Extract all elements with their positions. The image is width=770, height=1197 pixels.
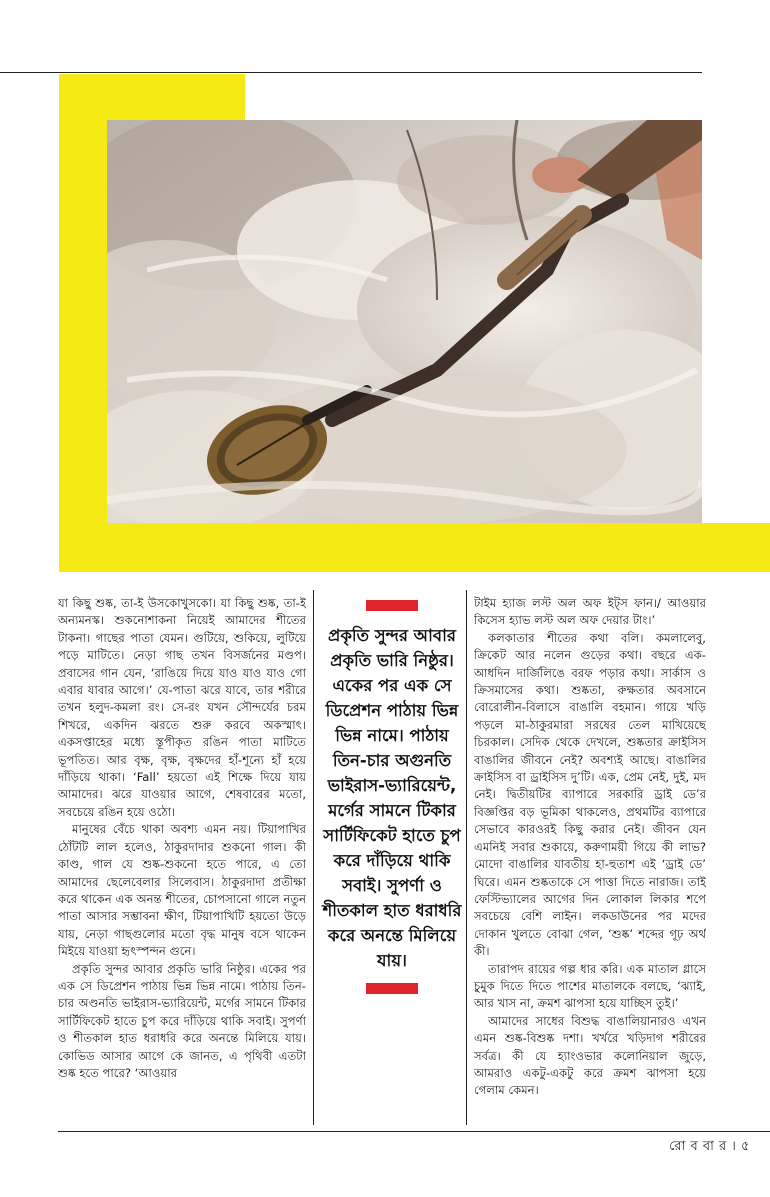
pull-quote-text: প্রকৃতি সুন্দর আবার প্রকৃতি ভারি নিষ্ঠুর। একের পর এক সে ডিপ্রেশন পাঠায় ভিন্ন ভিন্ন নামে। পাঠায় তিন-চার অগুনতি ভাইরাস-ভ্যারিয়েন্ট, মর্গের সামনে টিকার সার্টিফিকেট হাতে চুপ করে দাঁড়িয়ে থাকি সবাই। সুপর্ণা ও শীতকাল হাত ধরাধরি করে অনন্তে মিলিয়ে যায়। xyxy=(322,626,462,970)
yellow-frame-top xyxy=(59,74,245,122)
page-folio: রো ব বা র । ৫ xyxy=(669,1139,750,1154)
article-paragraph: যা কিছু শুষ্ক, তা-ই উসকোখুসকো। যা কিছু শুষ্ক, তা-ই অন্যমনস্ক। শুকনোশাকনা নিয়েই আমাদের শীতের টাকনা। গাছের পাতা যেমন। গুটিয়ে, শুকিয়ে, লুটিয়ে পড়ে মাটিতে। নেড়া গাছ তখন বিসর্জনের মণ্ডপ। প্রবাসের গান যেন, ‘রাঙিয়ে দিয়ে যাও যাও যাও গো এবার যাবার আগে।’ যে-পাতা ঝরে যাবে, তার শরীরে তখন হলুদ-কমলা রং। সে-রং যখন সৌন্দর্যের চরম শিখরে, একদিন ঝরতে শুরু করবে অকস্মাৎ। একসপ্তাহের মধ্যে স্তূপীকৃত রঙিন পাতা মাটিতে ভূপতিত। আর বৃক্ষ, বৃক্ষ, বৃক্ষদের হাঁ-শূন্যে হাঁ হয়ে দাঁড়িয়ে থাকা। ‘Fall’ হয়তো এই শিক্ষে দিয়ে যায় আমাদের। ঝরে যাওয়ার আগে, শেষবারের মতো, সবচেয়ে রঙিন হয়ে ওঠো। xyxy=(58,596,306,819)
pull-quote-bar-top xyxy=(366,600,418,611)
pull-quote-bar-bottom xyxy=(366,983,418,994)
bottom-rule xyxy=(58,1131,770,1132)
yellow-frame-left xyxy=(59,120,107,572)
top-rule xyxy=(0,72,702,73)
article-paragraph: তারাপদ রায়ের গল্প ধার করি। এক মাতাল গ্লাসে চুমুক দিতে দিতে পাশের মাতালকে বলছে, ‘ঝ্যাই, আর খাস না, ক্রমশ ঝাপসা হয়ে যাচ্ছিস তুই।’ xyxy=(474,961,706,1011)
column-divider-left xyxy=(313,590,314,1125)
article-paragraph: আমাদের সাধের বিশুদ্ধ বাঙালিয়ানারও এখন এমন শুষ্ক-বিশুষ্ক দশা। খর্খরে খড়িদাগ শরীরের সর্বত্র। কী যে হ্যাংওভার কলোনিয়াল জুড়ে, আমরাও একটু-একটু করে ক্রমশ ঝাপসা হয়ে গেলাম কেমন। xyxy=(474,1013,706,1098)
article-paragraph: প্রকৃতি সুন্দর আবার প্রকৃতি ভারি নিষ্ঠুর। একের পর এক সে ডিপ্রেশন পাঠায় ভিন্ন ভিন্ন নামে। পাঠায় তিন-চার অণ্ডনতি ভাইরাস-ভ্যারিয়েন্ট, মর্গের সামনে টিকার সার্টিফিকেট হাতে চুপ করে দাঁড়িয়ে থাকি সবাই। সুপর্ণা ও শীতকাল হাত ধরাধরি করে অনন্তে মিলিয়ে যায়। কোভিড আসার আগে কে জানত, এ পৃথিবী এতটা শুষ্ক হতে পারে? ‘আওয়ার xyxy=(58,961,306,1080)
article-paragraph: কলকাতার শীতের কথা বলি। কমলালেবু, ক্রিকেট আর নলেন গুড়ের কথা। বছরে এক-আধদিন দার্জিলিঙে বরফ পড়ার কথা। সার্কাস ও ক্রিসমাসের কথা। শুষ্কতা, রুক্ষতার অবসানে বোরোলীন-বিলাসে বাঙালি বহমান। গায়ে খড়ি পড়লে মা-ঠাকুরমারা সরষের তেল মাখিয়েছে চিরকাল। সেদিক থেকে দেখলে, শুষ্কতার ক্রাইসিস বাঙালির জীবনে নেই? অবশ্যই আছে। বাঙালির ক্রাইসিস বা ড্রাইসিস দু’টি। এক, প্রেম নেই, দুই, মদ নেই। দ্বিতীয়টির ব্যাপারে সরকারি ড্রাই ডে’র বিজ্ঞপ্তির বড় ভূমিকা থাকলেও, প্রথমটির ব্যাপারে সেভাবে কারওরই কিছু করার নেই। জীবন যেন এমনিই সবার শুকায়ে, করুণাময়ী গিয়ে কী লাভ? মোদো বাঙালির যাবতীয় হা-হুতাশ এই ‘ড্রাই ডে’ ঘিরে। এমন শুষ্কতাকে সে পাত্তা দিতে নারাজ। তাই ফেস্টিভ্যালের আগের দিন লোকাল লিকার শপে সবচেয়ে বেশি লাইন। লকডাউনের পর মদের দোকান খুলতে বোঝা গেল, ‘শুষ্ক’ শব্দের গূঢ় অর্থ কী। xyxy=(474,630,706,959)
article-column-right xyxy=(474,595,706,1120)
pull-quote xyxy=(322,600,462,994)
article-paragraph: মানুষের বেঁচে থাকা অবশ্য এমন নয়। টিয়াপাখির ঠোঁটটি লাল হলেও, ঠাকুরদাদার শুকনো গাল। কী কাণ্ড, গাল যে শুষ্ক-শুকনো হতে পারে, এ তো আমাদের ছেলেবেলার সিলেবাস। ঠাকুরদাদা প্রতীক্ষা করে থাকেন এক অনন্ত শীতের, চোপসানো গালে নতুন পাতা আসার সম্ভাবনা ক্ষীণ, টিয়াপাখিটি হয়তো উড়ে যায়, নেড়া গাছগুলোর মতো বৃদ্ধ মানুষ বসে থাকেন মিইয়ে যাওয়া হৃৎস্পন্দন গুনে। xyxy=(58,822,306,959)
yellow-frame-bottom xyxy=(59,523,770,572)
column-divider-right xyxy=(466,590,467,1125)
photo-cotton-carding-bow xyxy=(107,120,702,523)
article-paragraph: টাইম হ্যাজ লস্ট অল অফ ইট্‌স ফান।/ আওয়ার কিসেস হ্যাভ লস্ট অল অফ দেয়ার টাং।’ xyxy=(474,596,706,628)
article-column-left xyxy=(58,595,306,1120)
